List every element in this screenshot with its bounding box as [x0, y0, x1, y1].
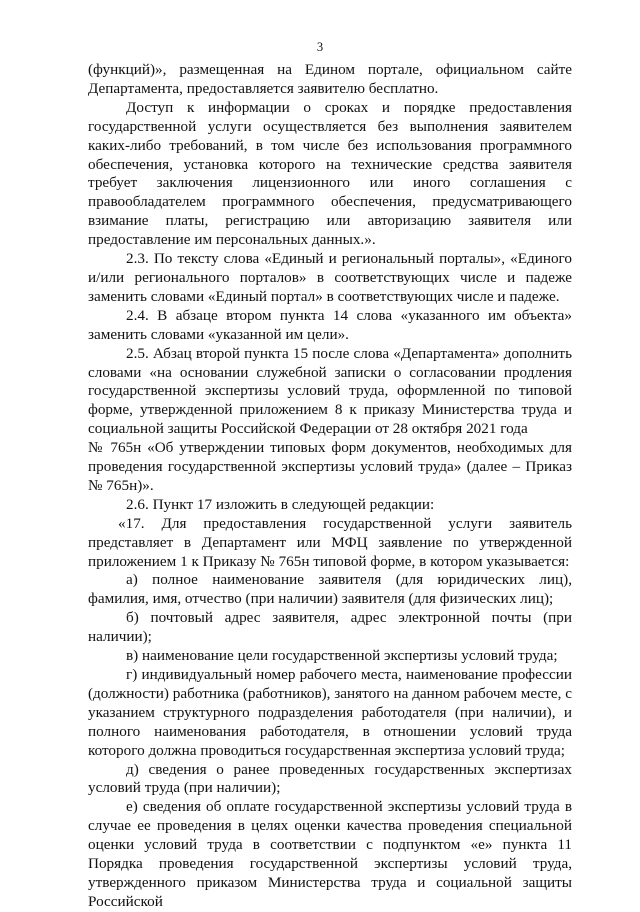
item-g: г) индивидуальный номер рабочего места, наименование профессии (должности) работника (работников), занятого на данном рабочем месте, с указанием структурного подразделения работодателя (при наличии), и полного наименования работодателя, в отношении условий труда которого должна проводиться государственная экспертиза условий труда;: [88, 666, 572, 759]
item-v: в) наименование цели государственной экспертизы условий труда;: [126, 647, 558, 665]
paragraph-2-6: 2.6. Пункт 17 изложить в следующей редакции:: [126, 495, 435, 513]
paragraph-17: «17. Для предоставления государственной услуги заявитель представляет в Департамент или МФЦ заявление по утвержденной приложением 1 к Приказу № 765н типовой форме, в котором указывается:: [88, 514, 572, 570]
paragraph-1: (функций)», размещенная на Едином портале, официальном сайте Департамента, предоставляется заявителю бесплатно.: [88, 61, 572, 97]
item-a: а) полное наименование заявителя (для юридических лиц), фамилия, имя, отчество (при наличии) заявителя (для физических лиц);: [88, 571, 572, 608]
paragraph-2: Доступ к информации о сроках и порядке предоставления государственной услуги осуществляется без выполнения заявителем каких-либо требований, в том числе без использования программного обеспечения, установка которого на технические средства заявителя требует заключения лицензионного или иного соглашения с правообладателем программного обеспечения, предусматривающего взимание платы, регистрацию или авторизацию заявителя или предоставление им персональных данных.».: [88, 98, 572, 249]
document-body: [88, 61, 572, 912]
paragraph-2-5: 2.5. Абзац второй пункта 15 после слова «Департамента» дополнить словами «на основании служебной записки о согласовании продления государственной экспертизы условий труда, оформленной по типовой форме, утвержденной приложением 8 к приказу Министерства труда и социальной защиты Российской Федерации от 28 октября 2021 года: [88, 344, 572, 438]
item-d: д) сведения о ранее проведенных государственных экспертизах условий труда (при наличии);: [88, 760, 572, 797]
paragraph-2-4: 2.4. В абзаце втором пункта 14 слова «указанного им объекта» заменить словами «указанной им цели».: [88, 306, 572, 343]
paragraph-2-5-continued: № 765н «Об утверждении типовых форм документов, необходимых для проведения государственной экспертизы условий труда» (далее – Приказ № 765н)».: [88, 439, 572, 494]
item-e: е) сведения об оплате государственной экспертизы условий труда в случае ее проведения в целях оценки качества проведения специальной оценки условий труда в соответствии с подпунктом «е» пункта 11 Порядка проведения государственной экспертизы условий труда, утвержденного приказом Министерства труда и социальной защиты Российской: [88, 798, 572, 910]
paragraph-2-3: 2.3. По тексту слова «Единый и региональный порталы», «Единого и/или регионального порталов» в соответствующих числе и падеже заменить словами «Единый портал» в соответствующих числе и падеже.: [88, 250, 572, 305]
item-b: б) почтовый адрес заявителя, адрес электронной почты (при наличии);: [88, 609, 572, 646]
page-number: 3: [316, 40, 324, 54]
